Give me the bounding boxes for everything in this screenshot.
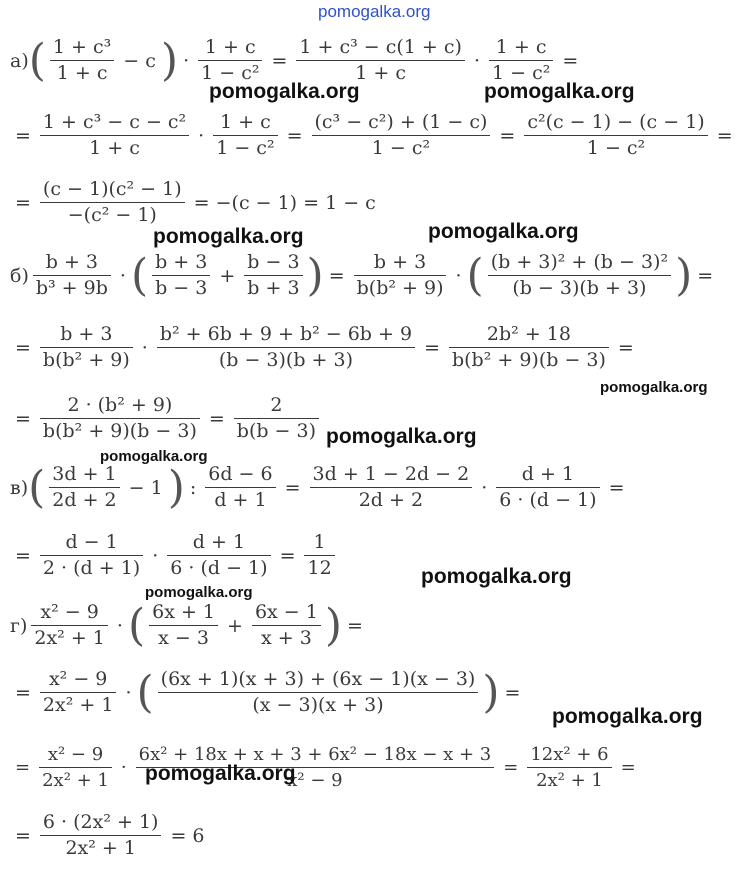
multiply-sign: · bbox=[152, 544, 159, 567]
fraction bbox=[296, 35, 465, 86]
fraction bbox=[40, 530, 143, 581]
numerator: 6 · (2x² + 1) bbox=[42, 811, 159, 833]
numerator: 1 + c³ − c(1 + c) bbox=[299, 36, 462, 58]
fraction bbox=[158, 667, 479, 718]
denominator: 2d + 2 bbox=[52, 489, 117, 511]
divide-sign: : bbox=[189, 476, 197, 499]
numerator: (b + 3)² + (b − 3)² bbox=[490, 251, 669, 273]
equals-sign: = bbox=[697, 264, 714, 287]
term: − c bbox=[123, 49, 156, 72]
equals-sign: = bbox=[15, 681, 31, 704]
watermark: pomogalka.org bbox=[100, 448, 208, 465]
fraction bbox=[40, 322, 133, 373]
denominator: (b − 3)(b + 3) bbox=[512, 277, 647, 299]
equation-row-g4 bbox=[10, 810, 210, 861]
left-paren: ( bbox=[136, 666, 154, 718]
denominator: 2x² + 1 bbox=[65, 837, 136, 859]
numerator: x² − 9 bbox=[48, 668, 108, 690]
numerator: x² − 9 bbox=[40, 601, 99, 623]
denominator: −(c² − 1) bbox=[67, 204, 157, 226]
numerator: d − 1 bbox=[65, 531, 118, 553]
numerator: b + 3 bbox=[60, 323, 113, 345]
term: − 1 bbox=[128, 476, 163, 499]
multiply-sign: · bbox=[125, 681, 132, 704]
numerator: 1 + c³ − c − c² bbox=[42, 111, 187, 133]
left-paren: ( bbox=[127, 599, 146, 651]
denominator: b(b² + 9) bbox=[356, 277, 444, 299]
equation-row-g2 bbox=[10, 667, 525, 718]
numerator: (c³ − c²) + (1 − c) bbox=[314, 111, 488, 133]
equation-row-v1 bbox=[10, 462, 629, 513]
right-paren: ) bbox=[306, 249, 324, 301]
fraction bbox=[40, 177, 185, 228]
fraction bbox=[213, 110, 277, 161]
numerator: 1 + c bbox=[495, 36, 547, 58]
multiply-sign: · bbox=[481, 476, 488, 499]
fraction bbox=[40, 667, 117, 718]
result-text: = −(c − 1) = 1 − c bbox=[193, 191, 376, 214]
fraction bbox=[167, 530, 270, 581]
right-paren: ) bbox=[482, 666, 500, 718]
denominator: b³ + 9b bbox=[35, 277, 108, 299]
denominator: 6 · (d − 1) bbox=[170, 557, 268, 579]
fraction bbox=[198, 35, 262, 86]
equals-sign: = bbox=[424, 336, 440, 359]
denominator: 2d + 2 bbox=[358, 489, 424, 511]
fraction bbox=[354, 250, 447, 301]
fraction bbox=[157, 322, 415, 373]
fraction bbox=[50, 35, 114, 86]
multiply-sign: · bbox=[198, 124, 205, 147]
label-a: а) bbox=[10, 49, 29, 72]
numerator: 3d + 1 − 2d − 2 bbox=[312, 463, 470, 485]
denominator: x − 3 bbox=[158, 627, 209, 649]
watermark: pomogalka.org bbox=[428, 220, 579, 243]
equation-row-b3 bbox=[10, 393, 323, 444]
fraction bbox=[33, 250, 111, 301]
equals-sign: = bbox=[15, 544, 31, 567]
fraction bbox=[39, 742, 112, 793]
watermark: pomogalka.org bbox=[600, 379, 708, 396]
watermark: pomogalka.org bbox=[145, 762, 296, 785]
fraction bbox=[149, 600, 218, 651]
fraction bbox=[488, 250, 671, 301]
equals-sign: = bbox=[15, 191, 31, 214]
left-paren: ( bbox=[28, 34, 46, 86]
fraction bbox=[496, 462, 599, 513]
equals-sign: = bbox=[286, 124, 303, 147]
denominator: 1 − c² bbox=[371, 137, 431, 159]
equation-row-a1 bbox=[10, 35, 583, 86]
fraction bbox=[205, 462, 275, 513]
numerator: (6x + 1)(x + 3) + (6x − 1)(x − 3) bbox=[160, 668, 476, 690]
numerator: d + 1 bbox=[192, 531, 246, 553]
fraction bbox=[527, 742, 611, 793]
denominator: b(b² + 9)(b − 3) bbox=[42, 420, 197, 442]
equals-sign: = bbox=[347, 614, 363, 637]
fraction bbox=[244, 250, 302, 301]
fraction bbox=[489, 35, 553, 86]
denominator: 1 − c² bbox=[491, 62, 551, 84]
denominator: 2x² + 1 bbox=[42, 770, 109, 791]
equals-sign: = bbox=[620, 757, 636, 778]
watermark: pomogalka.org bbox=[484, 80, 635, 103]
numerator: 3d + 1 bbox=[52, 463, 117, 485]
numerator: b − 3 bbox=[247, 251, 300, 273]
numerator: 1 + c³ bbox=[52, 36, 112, 58]
denominator: 1 − c² bbox=[216, 137, 275, 159]
left-paren: ( bbox=[130, 249, 149, 301]
denominator: d + 1 bbox=[214, 489, 267, 511]
numerator: b + 3 bbox=[155, 251, 208, 273]
fraction bbox=[31, 600, 108, 651]
result-text: = 6 bbox=[170, 824, 205, 847]
equals-sign: = bbox=[15, 336, 31, 359]
fraction bbox=[312, 110, 491, 161]
numerator: c²(c − 1) − (c − 1) bbox=[527, 111, 705, 133]
equals-sign: = bbox=[15, 757, 31, 778]
watermark: pomogalka.org bbox=[552, 705, 703, 728]
denominator: 1 + c bbox=[355, 62, 407, 84]
equals-sign: = bbox=[208, 407, 225, 430]
equals-sign: = bbox=[15, 124, 31, 147]
numerator: b² + 6b + 9 + b² − 6b + 9 bbox=[159, 323, 413, 345]
denominator: x + 3 bbox=[260, 627, 312, 649]
left-paren: ( bbox=[466, 249, 484, 301]
fraction bbox=[234, 393, 319, 444]
numerator: 12x² + 6 bbox=[530, 744, 609, 765]
label-v: в) bbox=[10, 476, 29, 499]
multiply-sign: · bbox=[183, 49, 190, 72]
fraction bbox=[449, 322, 609, 373]
fraction bbox=[304, 530, 334, 581]
right-paren: ) bbox=[160, 34, 179, 86]
denominator: b(b² + 9)(b − 3) bbox=[451, 349, 606, 371]
denominator: (x − 3)(x + 3) bbox=[252, 694, 384, 716]
fraction bbox=[524, 110, 707, 161]
equation-row-b1 bbox=[10, 250, 718, 301]
multiply-sign: · bbox=[116, 614, 123, 637]
label-g: г) bbox=[10, 614, 28, 637]
denominator: 6 · (d − 1) bbox=[499, 489, 597, 511]
numerator: d + 1 bbox=[521, 463, 575, 485]
denominator: 1 + c bbox=[56, 62, 108, 84]
numerator: (c − 1)(c² − 1) bbox=[42, 178, 182, 200]
numerator: 2 bbox=[270, 394, 283, 416]
equals-sign: = bbox=[15, 824, 31, 847]
denominator: 1 + c bbox=[89, 137, 140, 159]
denominator: b(b − 3) bbox=[236, 420, 317, 442]
equals-sign: = bbox=[608, 476, 625, 499]
denominator: b + 3 bbox=[247, 277, 300, 299]
multiply-sign: · bbox=[141, 336, 148, 359]
numerator: 1 + c bbox=[220, 111, 271, 133]
denominator: 2 · (d + 1) bbox=[42, 557, 141, 579]
fraction bbox=[49, 462, 119, 513]
denominator: x² − 9 bbox=[287, 770, 343, 791]
watermark: pomogalka.org bbox=[326, 425, 477, 448]
fraction bbox=[152, 250, 210, 301]
numerator: x² − 9 bbox=[47, 744, 104, 765]
fraction bbox=[40, 810, 162, 861]
equals-sign: = bbox=[716, 124, 733, 147]
numerator: 6d − 6 bbox=[208, 463, 273, 485]
watermark: pomogalka.org bbox=[153, 225, 304, 248]
equation-row-g3 bbox=[10, 742, 641, 793]
denominator: (b − 3)(b + 3) bbox=[218, 349, 354, 371]
fraction bbox=[310, 462, 473, 513]
numerator: 6x − 1 bbox=[254, 601, 318, 623]
watermark: pomogalka.org bbox=[209, 80, 360, 103]
denominator: 1 − c² bbox=[201, 62, 260, 84]
multiply-sign: · bbox=[455, 264, 462, 287]
numerator: 6x² + 18x + x + 3 + 6x² − 18x − x + 3 bbox=[138, 744, 492, 765]
label-b: б) bbox=[10, 264, 29, 287]
equals-sign: = bbox=[284, 476, 301, 499]
denominator: 12 bbox=[307, 557, 332, 579]
plus-sign: + bbox=[227, 614, 243, 637]
denominator: 2x² + 1 bbox=[34, 627, 105, 649]
right-paren: ) bbox=[324, 599, 343, 651]
right-paren: ) bbox=[675, 249, 693, 301]
fraction bbox=[252, 600, 321, 651]
equals-sign: = bbox=[15, 407, 31, 430]
multiply-sign: · bbox=[120, 757, 127, 778]
multiply-sign: · bbox=[119, 264, 126, 287]
denominator: b − 3 bbox=[155, 277, 208, 299]
site-header[interactable]: pomogalka.org bbox=[318, 2, 431, 21]
right-paren: ) bbox=[167, 461, 185, 513]
equals-sign: = bbox=[503, 757, 519, 778]
fraction bbox=[40, 393, 200, 444]
left-paren: ( bbox=[28, 461, 46, 513]
equals-sign: = bbox=[328, 264, 345, 287]
equation-row-a3 bbox=[10, 177, 381, 228]
denominator: b(b² + 9) bbox=[42, 349, 130, 371]
numerator: 6x + 1 bbox=[152, 601, 216, 623]
numerator: b + 3 bbox=[45, 251, 98, 273]
equals-sign: = bbox=[271, 49, 288, 72]
equals-sign: = bbox=[562, 49, 579, 72]
numerator: 1 bbox=[313, 531, 326, 553]
plus-sign: + bbox=[219, 264, 236, 287]
equation-row-a2 bbox=[10, 110, 738, 161]
watermark: pomogalka.org bbox=[145, 584, 253, 601]
denominator: 1 − c² bbox=[586, 137, 646, 159]
equals-sign: = bbox=[279, 544, 296, 567]
fraction bbox=[40, 110, 189, 161]
numerator: 1 + c bbox=[204, 36, 256, 58]
denominator: 2x² + 1 bbox=[42, 694, 114, 716]
equals-sign: = bbox=[504, 681, 521, 704]
numerator: b + 3 bbox=[373, 251, 427, 273]
watermark: pomogalka.org bbox=[421, 565, 572, 588]
equation-row-v2 bbox=[10, 530, 339, 581]
equation-row-g1 bbox=[10, 600, 368, 651]
equals-sign: = bbox=[499, 124, 516, 147]
numerator: 2b² + 18 bbox=[486, 323, 571, 345]
multiply-sign: · bbox=[473, 49, 480, 72]
numerator: 2 · (b² + 9) bbox=[67, 394, 173, 416]
equation-row-b2 bbox=[10, 322, 639, 373]
denominator: 2x² + 1 bbox=[536, 770, 603, 791]
equals-sign: = bbox=[617, 336, 634, 359]
